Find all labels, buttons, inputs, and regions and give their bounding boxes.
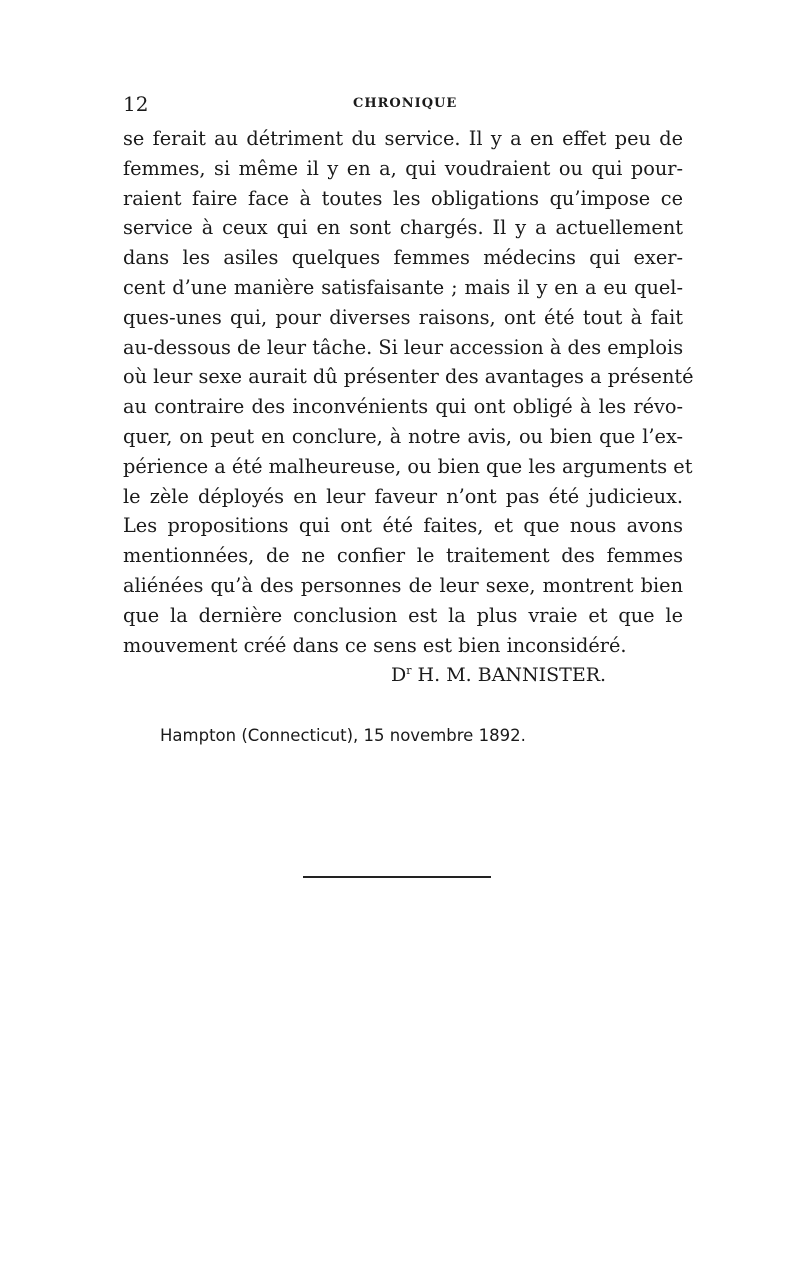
dateline: Hampton (Connecticut), 15 novembre 1892. [160, 726, 526, 745]
text-line: service à ceux qui en sont chargés. Il y a actuellement [123, 216, 683, 240]
text-line: aliénées qu’à des personnes de leur sexe, montrent bien [123, 573, 683, 597]
text-line: femmes, si même il y en a, qui voudraient ou qui pour- [123, 156, 683, 180]
end-rule [303, 876, 491, 878]
text-line: mouvement créé dans ce sens est bien inconsidéré. [123, 633, 627, 657]
text-line: mentionnées, de ne confier le traitement des femmes [123, 544, 683, 568]
text-line: quer, on peut en conclure, à notre avis, ou bien que l’ex- [123, 424, 683, 448]
text-line: Les propositions qui ont été faites, et que nous avons [123, 514, 683, 538]
text-line: que la dernière conclusion est la plus vraie et que le [123, 603, 683, 627]
text-line: dans les asiles quelques femmes médecins qui exer- [123, 246, 683, 270]
text-line: périence a été malheureuse, ou bien que les arguments et [123, 454, 693, 478]
text-line: raient faire face à toutes les obligations qu’impose ce [123, 186, 683, 210]
running-title: CHRONIQUE [353, 96, 458, 111]
running-head [123, 92, 675, 118]
text-line: le zèle déployés en leur faveur n’ont pas été judicieux. [123, 484, 683, 508]
text-line: ques-unes qui, pour diverses raisons, ont été tout à fait [123, 305, 683, 329]
author-signature [391, 664, 606, 686]
body-paragraph [123, 124, 694, 660]
text-line: au contraire des inconvénients qui ont obligé à les révo- [123, 395, 683, 419]
signature-title-superscript: r [406, 664, 412, 677]
text-line: où leur sexe aurait dû présenter des avantages a présenté [123, 365, 694, 389]
page-number: 12 [123, 92, 149, 116]
signature-title: D [391, 664, 407, 686]
text-line: cent d’une manière satisfaisante ; mais il y en a eu quel- [123, 275, 683, 299]
text-line: se ferait au détriment du service. Il y a en effet peu de [123, 127, 683, 150]
signature-name: H. M. BANNISTER. [417, 664, 607, 686]
text-line: au-dessous de leur tâche. Si leur accession à des emplois [123, 335, 684, 359]
